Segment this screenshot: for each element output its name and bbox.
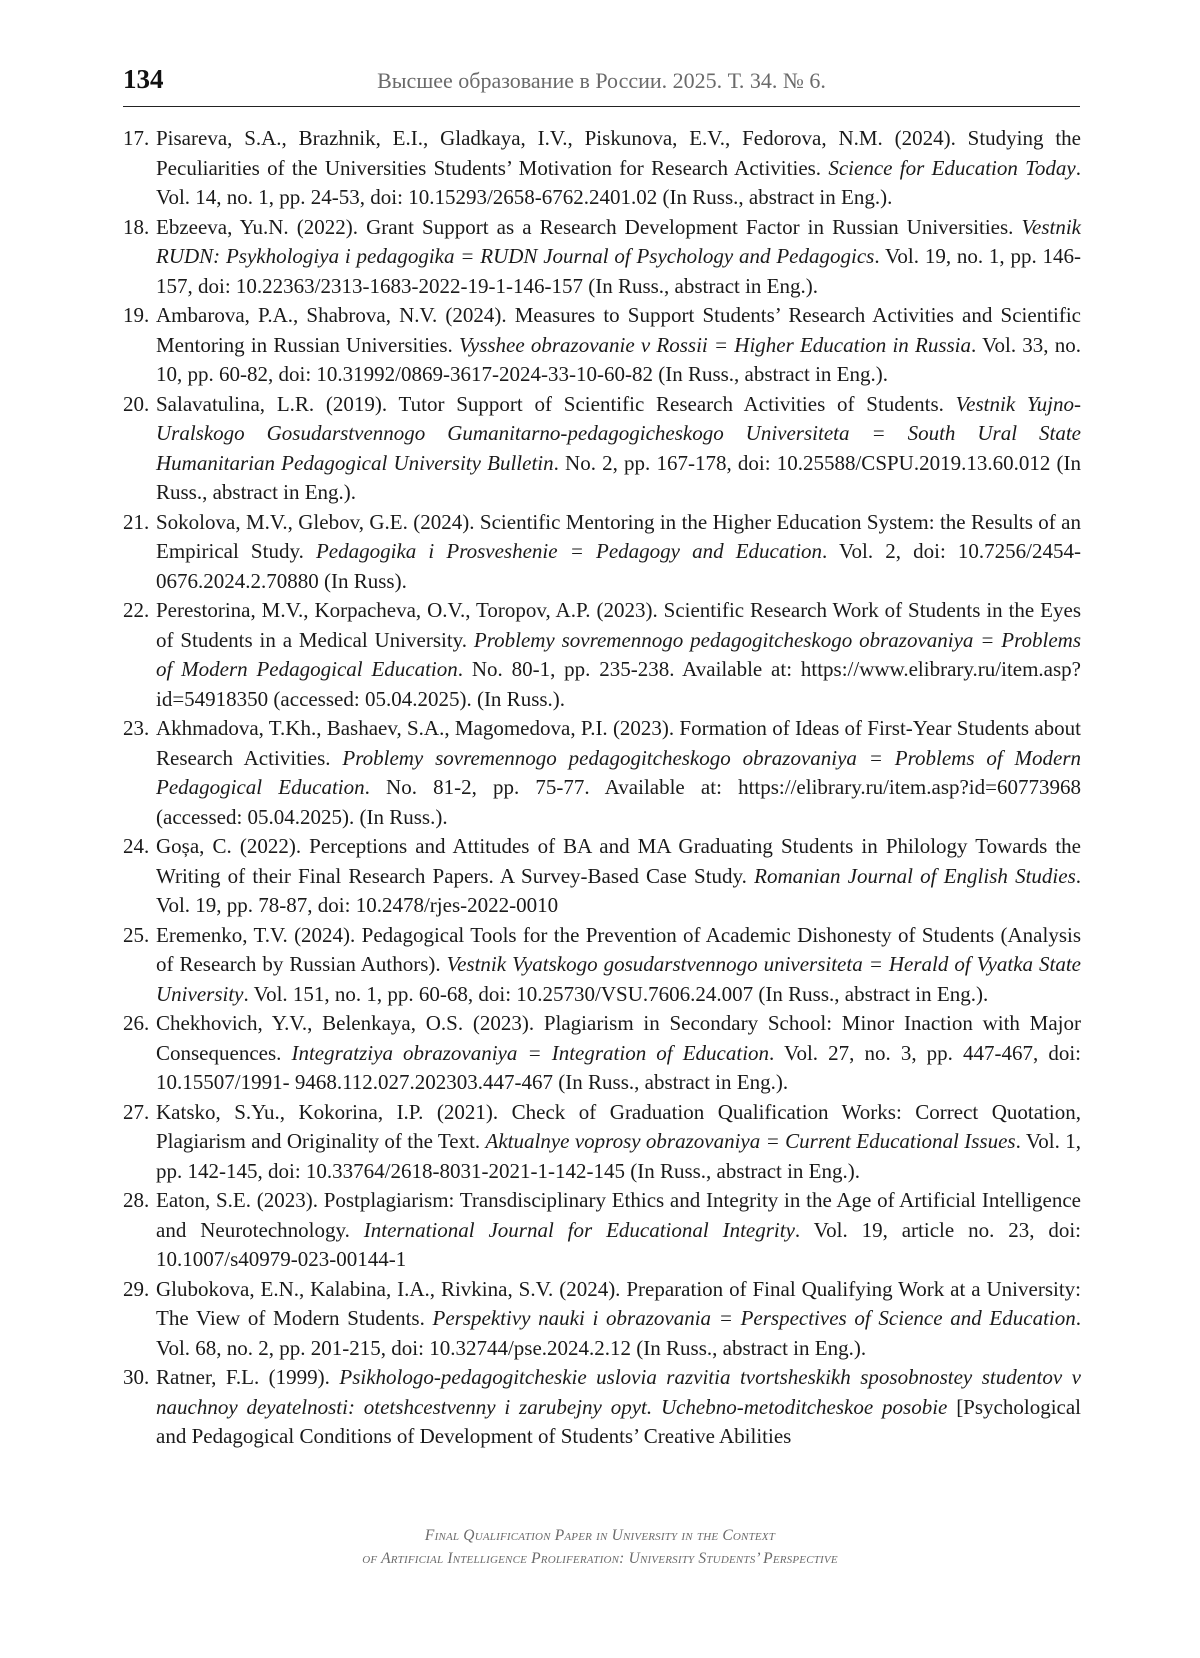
reference-source-title: Vestnik Yujno-Uralskogo Gosudarstvennogo Gumanitarno-pedagogicheskogo Universiteta = South Ural State Humanitarian Pedagogical University Bulletin bbox=[156, 391, 1082, 475]
reference-details: . No. 2, pp. 167-178, doi: 10.25588/CSPU.2019.13.60.012 (In Russ., abstract in Eng.). bbox=[156, 450, 1081, 504]
reference-details: [Psychological and Pedagogical Conditions of Development of Students’ Creative Abilities bbox=[156, 1394, 1082, 1448]
reference-text: Salavatulina, L.R. (2019). Tutor Support of Scientific Research Activities of Students. bbox=[156, 391, 956, 416]
reference-item bbox=[123, 1275, 1081, 1364]
reference-text: Ratner, F.L. (1999). bbox=[156, 1365, 340, 1389]
reference-text: Glubokova, E.N., Kalabina, I.A., Rivkina, S.V. (2024). Preparation of Final Qualifying Work at a University: The View of Modern Students. bbox=[156, 1276, 1081, 1330]
reference-item bbox=[123, 213, 1081, 302]
reference-text: Ambarova, P.A., Shabrova, N.V. (2024). Measures to Support Students’ Research Activities and Scientific Mentoring in Russian Universities. bbox=[156, 303, 1081, 357]
reference-item bbox=[123, 390, 1081, 508]
reference-item bbox=[123, 301, 1081, 390]
reference-details: . Vol. 2, doi: 10.7256/2454-0676.2024.2.70880 (In Russ). bbox=[156, 539, 1081, 593]
reference-details: . Vol. 33, no. 10, pp. 60-82, doi: 10.31992/0869-3617-2024-33-10-60-82 (In Russ., abstract in Eng.). bbox=[156, 332, 1081, 386]
page-header bbox=[123, 60, 1080, 107]
reference-details: . No. 81-2, pp. 75-77. Available at: https://elibrary.ru/item.asp?id=60773968 (accessed: 05.04.2025). (In Russ.). bbox=[156, 775, 1081, 829]
reference-source-title: International Journal for Educational Integrity bbox=[363, 1217, 795, 1242]
reference-details: . Vol. 14, no. 1, pp. 24-53, doi: 10.15293/2658-6762.2401.02 (In Russ., abstract in Eng.). bbox=[156, 155, 1081, 209]
reference-text: Eaton, S.E. (2023). Postplagiarism: Transdisciplinary Ethics and Integrity in the Age of Artificial Intelligence and Neurotechnology. bbox=[156, 1188, 1081, 1242]
reference-number: 25. bbox=[123, 922, 150, 947]
reference-source-title: Psikhologo-pedagogitcheskie uslovia razvitia tvortsheskikh sposobnostey studentov v nauchnoy deyatelnosti: otetshcestvenny i zarubejny opyt. Uchebno-metoditcheskoe posobie bbox=[156, 1365, 1081, 1419]
reference-number: 30. bbox=[123, 1365, 150, 1389]
reference-text: Perestorina, M.V., Korpacheva, O.V., Toropov, A.P. (2023). Scientific Research Work of Students in the Eyes of Students in a Medical University. bbox=[156, 598, 1081, 652]
reference-item bbox=[123, 714, 1081, 832]
page-footer bbox=[0, 1524, 1200, 1570]
reference-source-title: Integratziya obrazovaniya = Integration of Education bbox=[291, 1040, 770, 1065]
reference-number: 20. bbox=[123, 391, 150, 416]
reference-text: Eremenko, T.V. (2024). Pedagogical Tools for the Prevention of Academic Dishonesty of Students (Analysis of Research by Russian Authors). bbox=[156, 922, 1081, 976]
reference-number: 27. bbox=[123, 1099, 150, 1124]
reference-text: Chekhovich, Y.V., Belenkaya, O.S. (2023). Plagiarism in Secondary School: Minor Inaction with Major Consequences. bbox=[156, 1011, 1081, 1065]
reference-source-title: Science for Education Today bbox=[828, 155, 1076, 180]
reference-number: 18. bbox=[123, 214, 150, 239]
reference-source-title: Aktualnye voprosy obrazovaniya = Current Educational Issues bbox=[485, 1129, 1016, 1153]
reference-number: 22. bbox=[123, 598, 150, 622]
reference-source-title: Vysshee obrazovanie v Rossii = Higher Education in Russia bbox=[458, 332, 972, 357]
reference-text: Goșa, C. (2022). Perceptions and Attitudes of BA and MA Graduating Students in Philology Towards the Writing of their Final Research Papers. A Survey-Based Case Study. bbox=[156, 834, 1081, 888]
reference-details: . Vol. 68, no. 2, pp. 201-215, doi: 10.32744/pse.2024.2.12 (In Russ., abstract in Eng.). bbox=[156, 1306, 1081, 1360]
reference-number: 17. bbox=[123, 126, 150, 150]
reference-source-title: Romanian Journal of English Studies bbox=[754, 863, 1076, 888]
reference-item bbox=[123, 921, 1081, 1010]
reference-details: . Vol. 1, pp. 142-145, doi: 10.33764/2618-8031-2021-1-142-145 (In Russ., abstract in Eng.). bbox=[156, 1129, 1081, 1183]
footer-title-line-2: of Artificial Intelligence Proliferation: University Students’ Perspective bbox=[362, 1550, 838, 1567]
reference-details: . Vol. 19, article no. 23, doi: 10.1007/s40979-023-00144-1 bbox=[156, 1217, 1082, 1271]
reference-text: Sokolova, M.V., Glebov, G.E. (2024). Scientific Mentoring in the Higher Education System: the Results of an Empirical Study. bbox=[156, 509, 1081, 563]
reference-item bbox=[123, 1186, 1081, 1275]
reference-details: . Vol. 27, no. 3, pp. 447-467, doi: 10.15507/1991- 9468.112.027.202303.447-467 (In Russ., abstract in Eng.). bbox=[156, 1040, 1081, 1094]
running-title: Высшее образование в России. 2025. Т. 34. № 6. bbox=[377, 68, 826, 93]
reference-item bbox=[123, 1098, 1081, 1187]
footer-title-line-1: Final Qualification Paper in University in the Context bbox=[424, 1527, 776, 1544]
reference-details: . No. 80-1, pp. 235-238. Available at: https://www.elibrary.ru/item.asp?id=54918350 (accessed: 05.04.2025). (In Russ.). bbox=[156, 657, 1081, 711]
reference-number: 24. bbox=[123, 834, 150, 858]
reference-item bbox=[123, 124, 1081, 213]
reference-number: 28. bbox=[123, 1188, 150, 1212]
reference-source-title: Vestnik RUDN: Psykhologiya i pedagogika = RUDN Journal of Psychology and Pedagogics bbox=[156, 214, 1081, 268]
reference-source-title: Perspektivy nauki i obrazovania = Perspectives of Science and Education bbox=[432, 1306, 1076, 1330]
reference-text: Katsko, S.Yu., Kokorina, I.P. (2021). Check of Graduation Qualification Works: Correct Quotation, Plagiarism and Originality of the Text. bbox=[156, 1099, 1081, 1153]
reference-source-title: Problemy sovremennogo pedagogitcheskogo obrazovaniya = Problems of Modern Pedagogical Education bbox=[156, 745, 1081, 799]
reference-item bbox=[123, 1009, 1081, 1098]
reference-list bbox=[123, 124, 1081, 1452]
reference-number: 21. bbox=[123, 509, 150, 534]
reference-item bbox=[123, 1363, 1081, 1452]
reference-text: Ebzeeva, Yu.N. (2022). Grant Support as a Research Development Factor in Russian Universities. bbox=[156, 214, 1022, 239]
reference-number: 19. bbox=[123, 303, 150, 327]
reference-source-title: Pedagogika i Prosveshenie = Pedagogy and Education bbox=[315, 539, 823, 563]
reference-text: Pisareva, S.A., Brazhnik, E.I., Gladkaya, I.V., Piskunova, E.V., Fedorova, N.M. (2024). Studying the Peculiarities of the Universities Students’ Motivation for Research Activities. bbox=[156, 126, 1081, 180]
reference-number: 26. bbox=[123, 1011, 150, 1035]
reference-item bbox=[123, 508, 1081, 597]
reference-details: . Vol. 151, no. 1, pp. 60-68, doi: 10.25730/VSU.7606.24.007 (In Russ., abstract in Eng.). bbox=[243, 981, 989, 1006]
reference-source-title: Problemy sovremennogo pedagogitcheskogo obrazovaniya = Problems of Modern Pedagogical Education bbox=[156, 627, 1081, 681]
reference-details: . Vol. 19, pp. 78-87, doi: 10.2478/rjes-2022-0010 bbox=[156, 863, 1081, 917]
reference-details: . Vol. 19, no. 1, pp. 146-157, doi: 10.22363/2313-1683-2022-19-1-146-157 (In Russ., abstract in Eng.). bbox=[156, 244, 1081, 298]
reference-text: Akhmadova, T.Kh., Bashaev, S.A., Magomedova, P.I. (2023). Formation of Ideas of First-Year Students about Research Activities. bbox=[156, 716, 1081, 770]
reference-source-title: Vestnik Vyatskogo gosudarstvennogo universiteta = Herald of Vyatka State University bbox=[156, 952, 1081, 1006]
reference-number: 23. bbox=[123, 716, 150, 740]
page-number: 134 bbox=[123, 64, 164, 94]
reference-item bbox=[123, 832, 1081, 921]
reference-number: 29. bbox=[123, 1276, 150, 1301]
reference-item bbox=[123, 596, 1081, 714]
